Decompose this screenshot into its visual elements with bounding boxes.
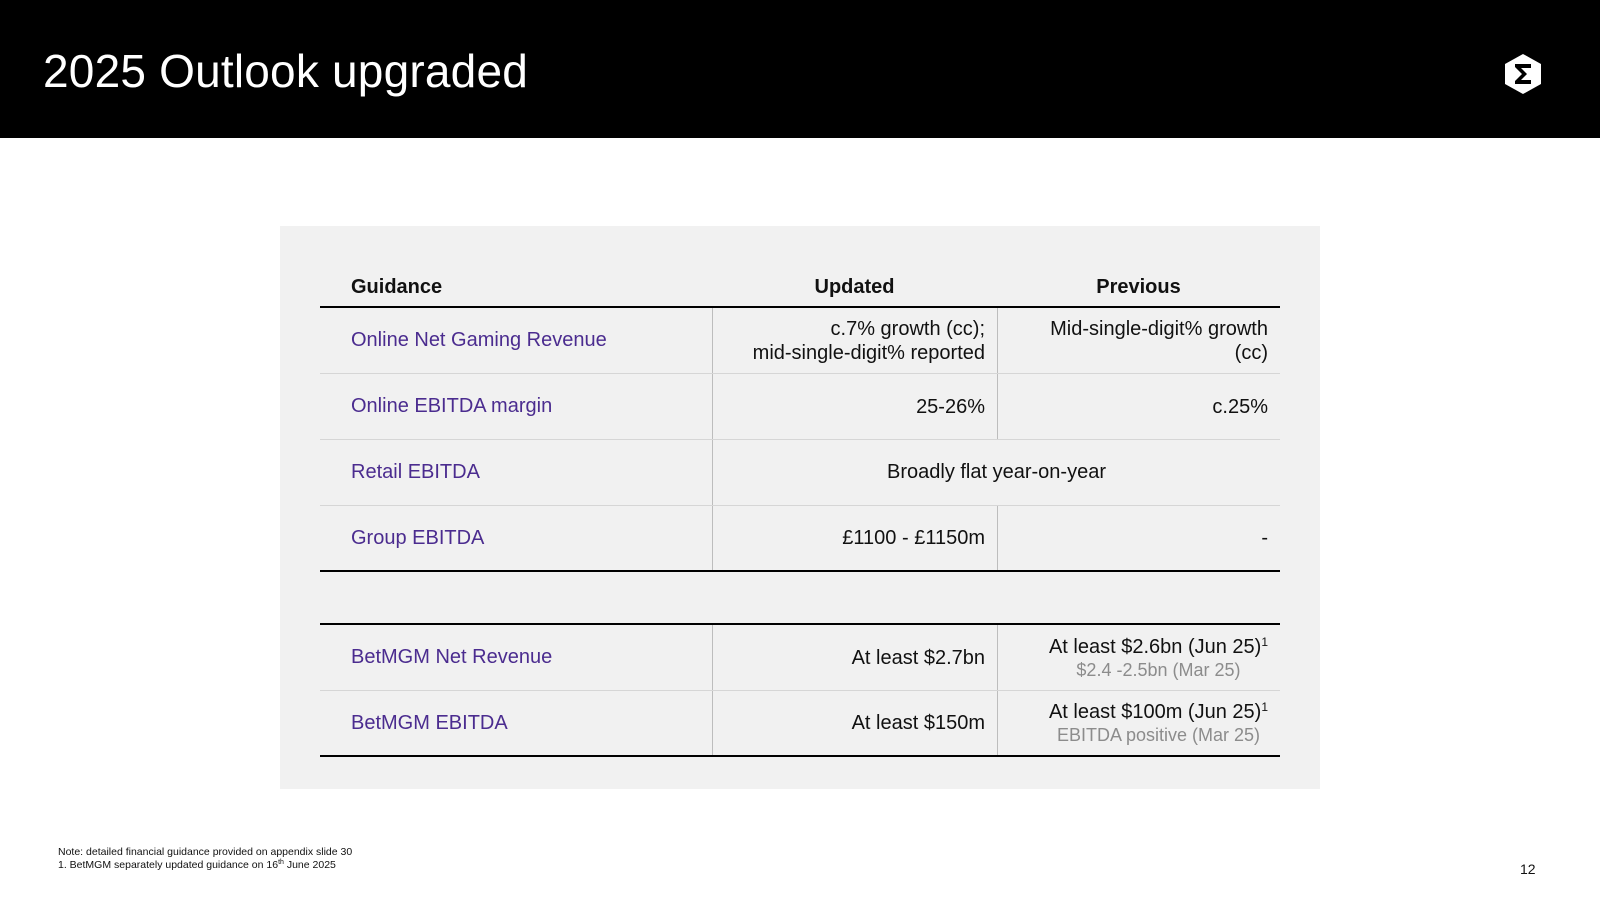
updated-cell (712, 625, 997, 690)
updated-line: c.7% growth (cc); (830, 317, 985, 340)
previous-cell (997, 374, 1280, 439)
footnote-1 (58, 859, 352, 872)
previous-cell (997, 308, 1280, 373)
row-label: Group EBITDA (351, 526, 485, 549)
row-label: BetMGM EBITDA (351, 711, 508, 734)
table-row (320, 691, 1280, 757)
footnotes (58, 846, 352, 872)
column-header-updated: Updated (814, 276, 895, 298)
footnote-marker: 1 (1261, 634, 1268, 649)
footnote-1-suffix: June 2025 (283, 859, 336, 871)
previous-cell (997, 506, 1280, 570)
previous-main (1049, 635, 1268, 659)
updated-cell (712, 506, 997, 570)
footnote-1-prefix: 1. BetMGM separately updated guidance on 16 (58, 859, 279, 871)
row-label: Retail EBITDA (351, 461, 480, 483)
row-label: Online EBITDA margin (351, 395, 553, 417)
previous-sub: EBITDA positive (Mar 25) (1056, 725, 1261, 745)
updated-value: £1100 - £1150m (842, 527, 985, 549)
column-header-guidance: Guidance (351, 276, 443, 298)
previous-stack (1049, 700, 1268, 746)
row-label: Online Net Gaming Revenue (351, 329, 607, 351)
updated-cell (712, 374, 997, 439)
column-header-previous: Previous (1096, 276, 1181, 298)
sigma-hexagon-icon (1503, 53, 1543, 95)
table-row (320, 623, 1280, 691)
previous-line: Mid-single-digit% growth (1050, 317, 1268, 340)
previous-main-text: At least $100m (Jun 25) (1048, 701, 1262, 723)
previous-sub: $2.4 -2.5bn (Mar 25) (1076, 659, 1241, 680)
table-row (320, 440, 1280, 506)
table-row (320, 374, 1280, 440)
page-title: 2025 Outlook upgraded (43, 45, 529, 97)
footnote-marker: 1 (1261, 700, 1268, 714)
previous-cell (997, 625, 1280, 690)
footnote-1-sup: th (278, 859, 284, 866)
previous-value: - (1261, 527, 1268, 549)
combined-cell: Broadly flat year-on-year (712, 440, 1280, 505)
row-label: BetMGM Net Revenue (351, 646, 553, 668)
updated-value: At least $150m (851, 712, 985, 734)
updated-value: At least $2.7bn (851, 646, 985, 669)
previous-line: (cc) (1234, 341, 1268, 364)
table-row (320, 308, 1280, 374)
table-header (320, 276, 1280, 308)
previous-main (1049, 700, 1268, 724)
previous-cell (997, 691, 1280, 755)
updated-value: 25-26% (916, 395, 985, 418)
previous-main-text: At least $2.6bn (Jun 25) (1048, 635, 1262, 658)
previous-stack (1049, 635, 1268, 681)
updated-cell (712, 308, 997, 373)
page-number: 12 (1520, 861, 1536, 877)
updated-line: mid-single-digit% reported (752, 341, 985, 364)
table-row (320, 506, 1280, 572)
previous-value: c.25% (1212, 395, 1268, 418)
note-text: Note: detailed financial guidance provided on appendix slide 30 (58, 846, 353, 858)
updated-cell (712, 691, 997, 755)
header-bar (0, 0, 1600, 138)
